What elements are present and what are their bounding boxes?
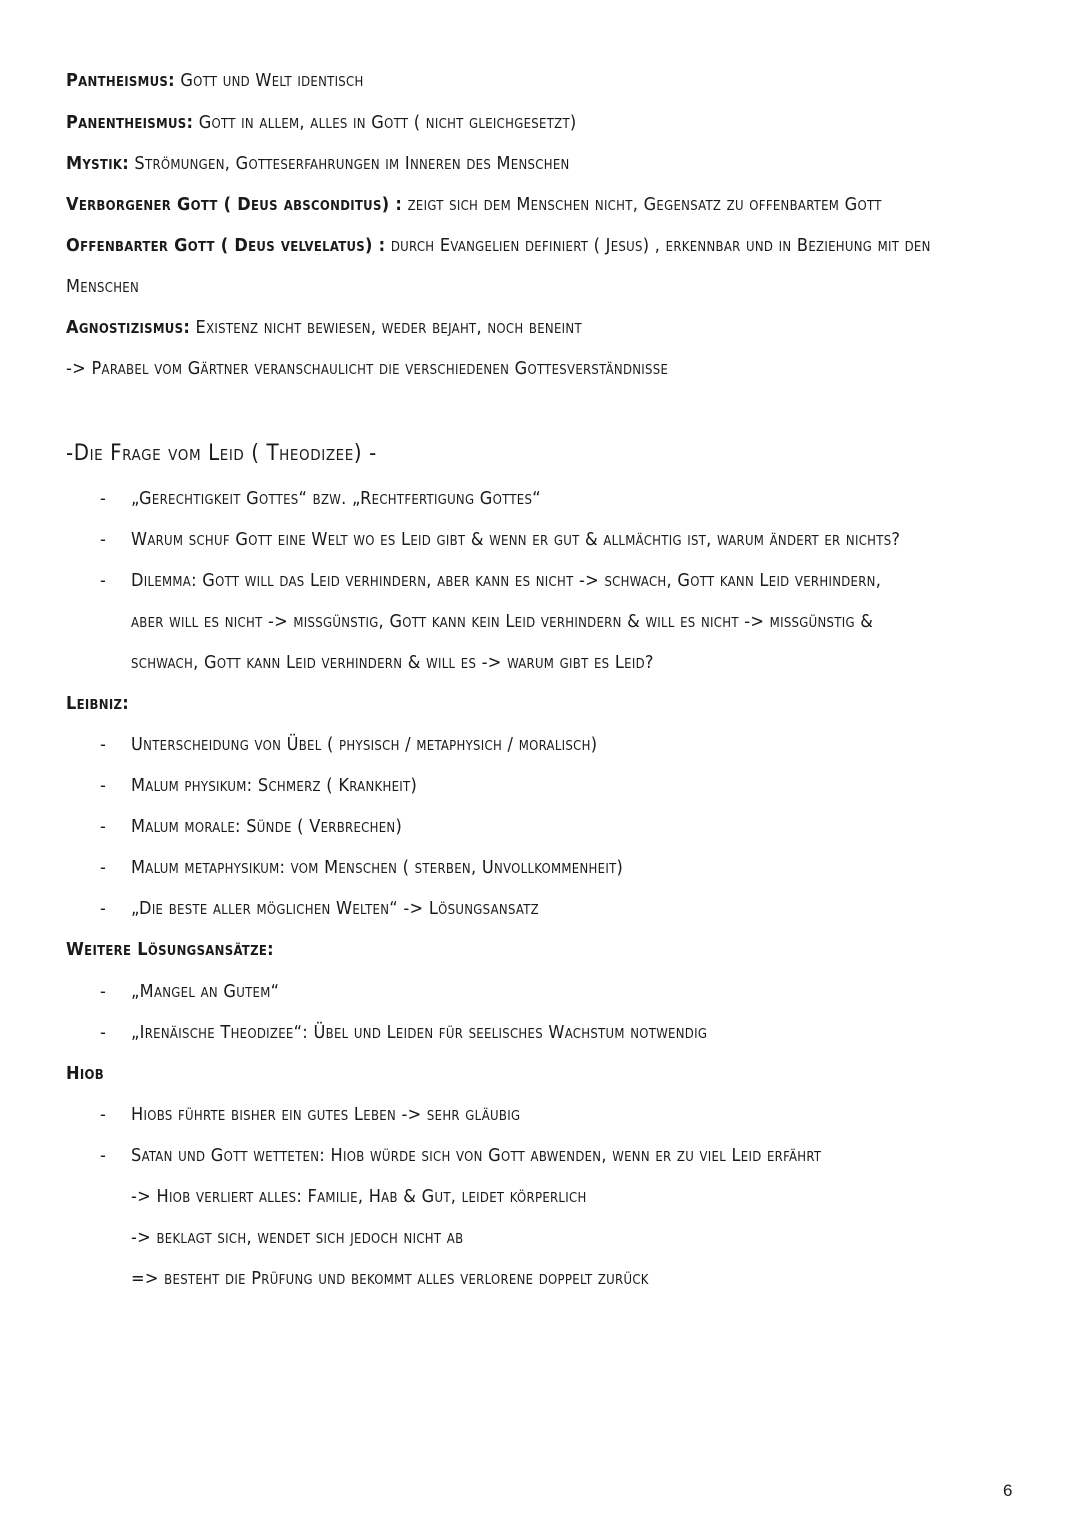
term: Verborgener Gott ( Deus absconditus) : (66, 194, 403, 215)
definition-text: Gott und Welt identisch (174, 70, 364, 91)
subheading-hiob: Hiob (66, 1063, 104, 1084)
definition-verborgener-gott (66, 194, 882, 215)
bullet-dash: - (100, 816, 106, 837)
bullet-dash: - (100, 1145, 106, 1166)
subheading-leibniz: Leibniz: (66, 693, 130, 714)
definition-text: Strömungen, Gotteserfahrungen im Inneren des Menschen (128, 153, 570, 174)
bullet-dash: - (100, 775, 106, 796)
definition-pantheismus (66, 70, 364, 91)
term: Offenbarter Gott ( Deus velvelatus) : (66, 235, 386, 256)
bullet-dash: - (100, 529, 106, 550)
list-item: „Irenäische Theodizee“: Übel und Leiden für seelisches Wachstum notwendig (131, 1022, 708, 1043)
term: Panentheismus: (66, 112, 194, 133)
definition-parabel (66, 358, 668, 379)
definition-panentheismus (66, 112, 577, 133)
section-title: -Die Frage vom Leid ( Theodizee) - (66, 441, 377, 466)
bullet-dash: - (100, 857, 106, 878)
term: Pantheismus: (66, 70, 175, 91)
subheading-weitere: Weitere Lösungsansätze: (66, 939, 274, 960)
list-item: Hiobs führte bisher ein gutes Leben -> sehr gläubig (131, 1104, 521, 1125)
definition-mystik (66, 153, 570, 174)
sub-item: -> beklagt sich, wendet sich jedoch nicht ab (131, 1227, 464, 1248)
bullet-dash: - (100, 488, 106, 509)
list-item: Unterscheidung von Übel ( physisch / metaphysich / moralisch) (131, 734, 598, 755)
list-item-continuation: schwach, Gott kann Leid verhindern & will es -> warum gibt es Leid? (131, 652, 654, 673)
sub-item: => besteht die Prüfung und bekommt alles verlorene doppelt zurück (131, 1268, 649, 1289)
list-item: Warum schuf Gott eine Welt wo es Leid gibt & wenn er gut & allmächtig ist, warum ändert er nichts? (131, 529, 901, 550)
term: Agnostizismus: (66, 317, 191, 338)
definition-text: zeigt sich dem Menschen nicht, Gegensatz zu offenbartem Gott (402, 194, 882, 215)
list-item: „Die beste aller möglichen Welten“ -> Lösungsansatz (131, 898, 539, 919)
bullet-dash: - (100, 1104, 106, 1125)
definition-offenbarter-gott (66, 235, 931, 256)
list-item: Malum physikum: Schmerz ( Krankheit) (131, 775, 418, 796)
bullet-dash: - (100, 570, 106, 591)
bullet-dash: - (100, 1022, 106, 1043)
list-item: Satan und Gott wetteten: Hiob würde sich von Gott abwenden, wenn er zu viel Leid erfährt (131, 1145, 822, 1166)
list-item: Dilemma: Gott will das Leid verhindern, aber kann es nicht -> schwach, Gott kann Leid verhindern, (131, 570, 882, 591)
definition-text: Existenz nicht bewiesen, weder bejaht, noch beneint (190, 317, 582, 338)
bullet-dash: - (100, 981, 106, 1002)
definition-agnostizismus (66, 317, 582, 338)
list-item: Malum morale: Sünde ( Verbrechen) (131, 816, 403, 837)
definition-continuation (66, 276, 139, 297)
list-item-continuation: aber will es nicht -> missgünstig, Gott kann kein Leid verhindern & will es nicht -> missgünstig & (131, 611, 874, 632)
sub-item: -> Hiob verliert alles: Familie, Hab & Gut, leidet körperlich (131, 1186, 587, 1207)
list-item: Malum metaphysikum: vom Menschen ( sterben, Unvollkommenheit) (131, 857, 624, 878)
list-item: „Mangel an Gutem“ (131, 981, 280, 1002)
term: Mystik: (66, 153, 129, 174)
definition-text: durch Evangelien definiert ( Jesus) , erkennbar und in Beziehung mit den (385, 235, 931, 256)
bullet-dash: - (100, 898, 106, 919)
list-item: „Gerechtigkeit Gottes“ bzw. „Rechtfertigung Gottes“ (131, 488, 541, 509)
page-number: 6 (1003, 1481, 1013, 1500)
definition-text: Menschen (66, 276, 140, 297)
definition-text: -> Parabel vom Gärtner veranschaulicht die verschiedenen Gottesverständnisse (66, 358, 669, 379)
definition-text: Gott in allem, alles in Gott ( nicht gleichgesetzt) (193, 112, 577, 133)
bullet-dash: - (100, 734, 106, 755)
